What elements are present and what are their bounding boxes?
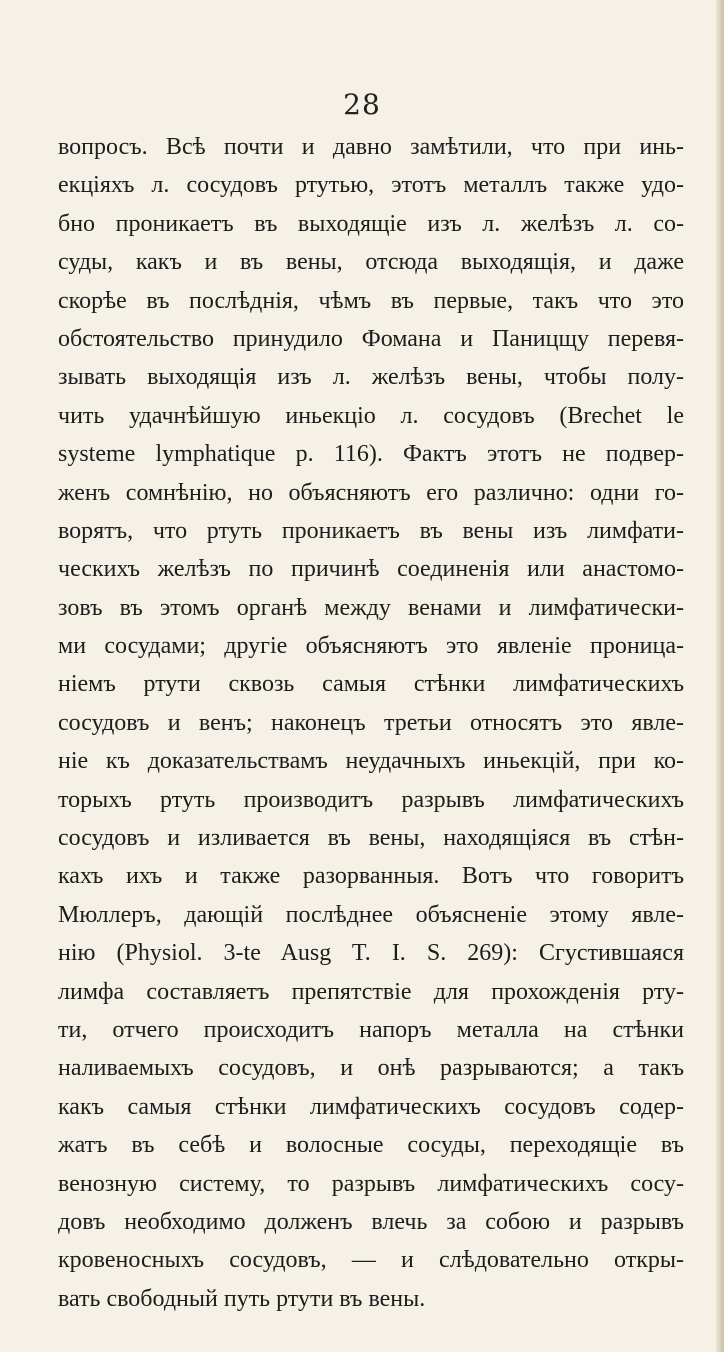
text-line: ніе къ доказательствамъ неудачныхъ иньекцій, при ко- bbox=[58, 748, 684, 775]
text-line: суды, какъ и въ вены, отсюда выходящія, и даже bbox=[58, 249, 684, 276]
text-line: венозную систему, то разрывъ лимфатическихъ сосу- bbox=[58, 1170, 684, 1197]
text-line: Мюллеръ, дающій послѣднее объясненіе этому явле- bbox=[58, 901, 684, 928]
text-line: ми сосудами; другіе объясняютъ это явленіе проница- bbox=[58, 633, 684, 660]
text-line: жатъ въ себѣ и волосные сосуды, переходящіе въ bbox=[58, 1132, 684, 1159]
text-line: вопросъ. Всѣ почти и давно замѣтили, что при инь- bbox=[58, 134, 684, 160]
page-number: 28 bbox=[343, 88, 381, 121]
text-line: екціяхъ л. сосудовъ ртутью, этотъ металлъ также удо- bbox=[58, 172, 684, 199]
text-line: ти, отчего происходитъ напоръ металла на стѣнки bbox=[58, 1016, 684, 1043]
text-line: довъ необходимо долженъ влечь за собою и разрывъ bbox=[58, 1208, 684, 1235]
text-line: вать свободный путь ртути въ вены. bbox=[58, 1285, 426, 1312]
text-line: ніемъ ртути сквозь самыя стѣнки лимфатическихъ bbox=[58, 671, 684, 698]
text-line: ческихъ желѣзъ по причинѣ соединенія или анастомо- bbox=[58, 556, 684, 583]
text-line: нію (Physiol. 3-te Ausg T. I. S. 269): Сгустившаяся bbox=[58, 940, 684, 967]
text-line: женъ сомнѣнію, но объясняютъ его различно: одни го- bbox=[58, 479, 684, 506]
text-line: обстоятельство принудило Фомана и Паницщу перевя- bbox=[58, 325, 684, 352]
text-line: сосудовъ и изливается въ вены, находящіяся въ стѣн- bbox=[58, 825, 684, 852]
text-line: лимфа составляетъ препятствіе для прохожденія рту- bbox=[58, 978, 684, 1005]
body-text bbox=[58, 128, 684, 1318]
page-edge bbox=[716, 0, 724, 1352]
text-line: наливаемыхъ сосудовъ, и онѣ разрываются; а такъ bbox=[58, 1055, 684, 1082]
text-line: кровеносныхъ сосудовъ, — и слѣдовательно откры- bbox=[58, 1247, 684, 1274]
text-line: зывать выходящія изъ л. желѣзъ вены, чтобы полу- bbox=[58, 364, 684, 391]
text-line: systeme lymphatique p. 116). Фактъ этотъ не подвер- bbox=[58, 441, 684, 468]
text-line: торыхъ ртуть производитъ разрывъ лимфатическихъ bbox=[58, 786, 684, 813]
text-line: скорѣе въ послѣднія, чѣмъ въ первые, такъ что это bbox=[58, 287, 684, 314]
text-line: зовъ въ этомъ органѣ между венами и лимфатически- bbox=[58, 594, 684, 621]
text-line: ворятъ, что ртуть проникаетъ въ вены изъ лимфати- bbox=[58, 517, 684, 544]
text-line: какъ самыя стѣнки лимфатическихъ сосудовъ содер- bbox=[58, 1093, 684, 1120]
text-line: кахъ ихъ и также разорванныя. Вотъ что говоритъ bbox=[58, 863, 684, 890]
text-line: чить удачнѣйшую иньекціо л. сосудовъ (Brechet le bbox=[58, 402, 684, 429]
text-line: бно проникаетъ въ выходящіе изъ л. желѣзъ л. со- bbox=[58, 210, 684, 237]
text-line: сосудовъ и венъ; наконецъ третьи относятъ это явле- bbox=[58, 709, 684, 736]
